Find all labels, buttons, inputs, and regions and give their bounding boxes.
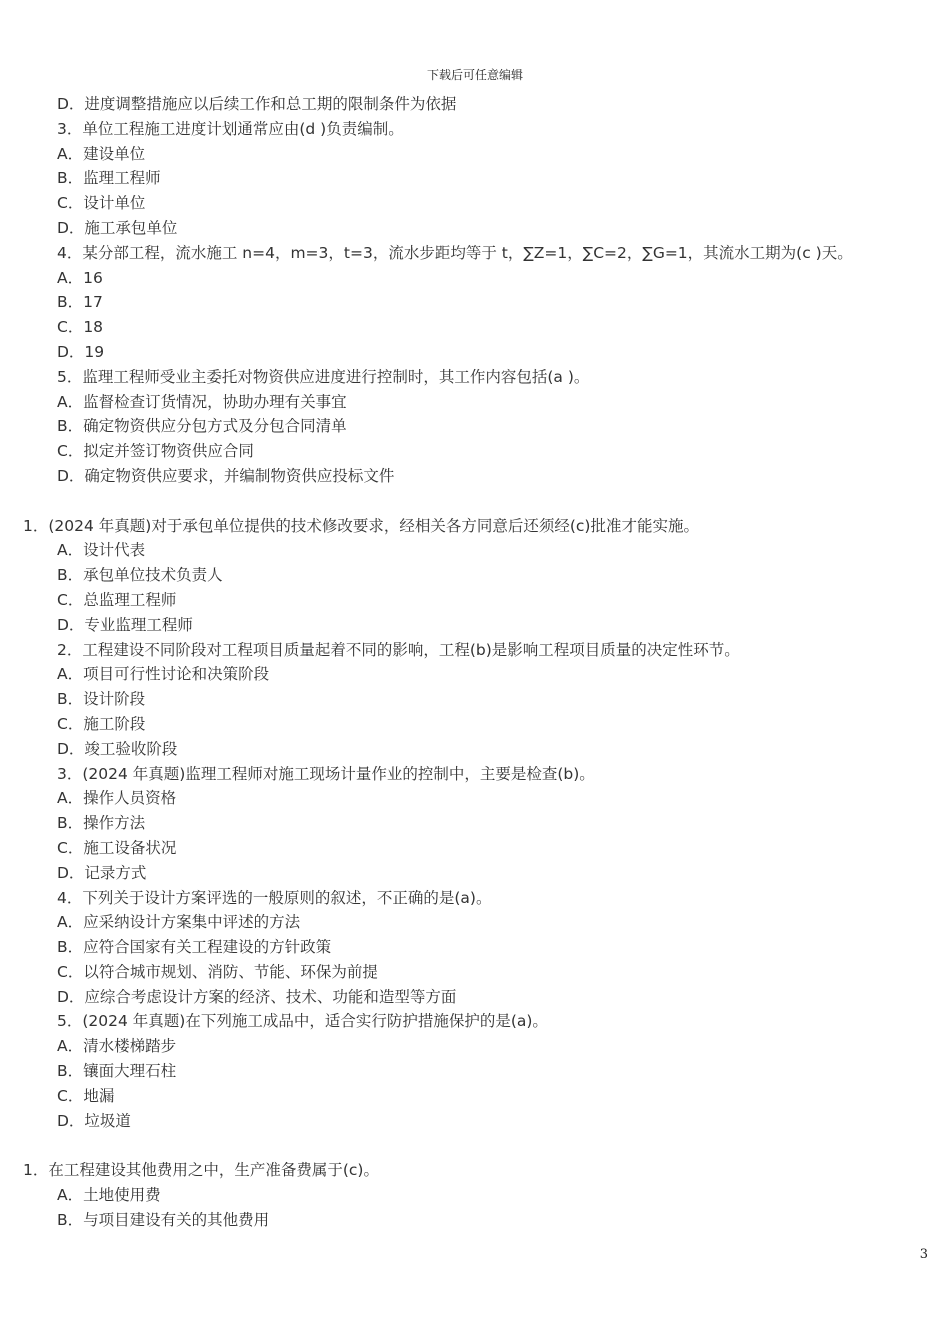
text-line: C．18 <box>57 318 104 337</box>
text-line: B．应符合国家有关工程建设的方针政策 <box>57 938 332 957</box>
text-line: B．镶面大理石柱 <box>57 1062 177 1081</box>
text-line: A．16 <box>57 268 103 287</box>
text-line: D．进度调整措施应以后续工作和总工期的限制条件为依据 <box>57 95 457 113</box>
text-line: C．以符合城市规划、消防、节能、环保为前提 <box>57 962 378 981</box>
text-line: A．操作人员资格 <box>57 789 177 808</box>
text-line: C．施工阶段 <box>57 714 146 733</box>
text-line: B．监理工程师 <box>57 169 161 188</box>
text-line: B．17 <box>57 293 103 312</box>
text-line: 2．工程建设不同阶段对工程项目质量起着不同的影响，工程(b)是影响工程项目质量的决定性环节。 <box>57 640 740 659</box>
text-line: A．清水楼梯踏步 <box>57 1037 177 1056</box>
text-line: B．操作方法 <box>57 814 146 833</box>
question-line: 1．(2024 年真题)对于承包单位提供的技术修改要求，经相关各方同意后还须经(c)批准才能实施。 <box>23 516 699 535</box>
text-line: B．承包单位技术负责人 <box>57 566 223 585</box>
text-line: D．垃圾道 <box>57 1111 131 1130</box>
text-line: A．项目可行性讨论和决策阶段 <box>57 665 270 684</box>
text-line: 5．(2024 年真题)在下列施工成品中，适合实行防护措施保护的是(a)。 <box>57 1012 548 1031</box>
paragraph-gap <box>0 489 950 514</box>
question-line: 1．在工程建设其他费用之中，生产准备费属于(c)。 <box>23 1161 379 1180</box>
text-line: 3．(2024 年真题)监理工程师对施工现场计量作业的控制中，主要是检查(b)。 <box>57 764 595 783</box>
text-line: A．应采纳设计方案集中评述的方法 <box>57 913 301 932</box>
text-line: B．确定物资供应分包方式及分包合同清单 <box>57 417 347 436</box>
page-header: 下载后可任意编辑 <box>426 68 523 82</box>
text-line: C．地漏 <box>57 1086 115 1105</box>
text-line: 3．单位工程施工进度计划通常应由(d )负责编制。 <box>57 119 404 138</box>
text-line: B．设计阶段 <box>57 690 146 709</box>
text-line: D．记录方式 <box>57 863 147 882</box>
text-line: 4．下列关于设计方案评选的一般原则的叙述，不正确的是(a)。 <box>57 888 492 907</box>
text-line: 5．监理工程师受业主委托对物资供应进度进行控制时，其工作内容包括(a )。 <box>57 367 590 386</box>
text-line: C．总监理工程师 <box>57 590 177 609</box>
text-line: D．专业监理工程师 <box>57 615 193 634</box>
page-number: 3 <box>919 1247 928 1262</box>
text-line: A．土地使用费 <box>57 1186 161 1205</box>
text-line: 4．某分部工程，流水施工 n=4，m=3，t=3，流水步距均等于 t，∑Z=1，∑C=2，∑G=1，其流水工期为(c )天。 <box>57 243 853 262</box>
text-line: C．设计单位 <box>57 194 146 213</box>
text-line: A．监督检查订货情况，协助办理有关事宜 <box>57 392 347 411</box>
paragraph-gap <box>0 1133 950 1158</box>
document-body <box>0 92 950 1233</box>
text-line: A．设计代表 <box>57 541 146 560</box>
text-line: D．竣工验收阶段 <box>57 739 178 758</box>
text-line: A．建设单位 <box>57 144 146 163</box>
text-line: C．拟定并签订物资供应合同 <box>57 442 254 461</box>
text-line: D．应综合考虑设计方案的经济、技术、功能和造型等方面 <box>57 987 457 1006</box>
text-line: D．19 <box>57 342 105 361</box>
text-line: B．与项目建设有关的其他费用 <box>57 1210 270 1229</box>
text-line: D．确定物资供应要求，并编制物资供应投标文件 <box>57 466 395 485</box>
text-line: C．施工设备状况 <box>57 838 177 857</box>
text-line: D．施工承包单位 <box>57 218 178 237</box>
